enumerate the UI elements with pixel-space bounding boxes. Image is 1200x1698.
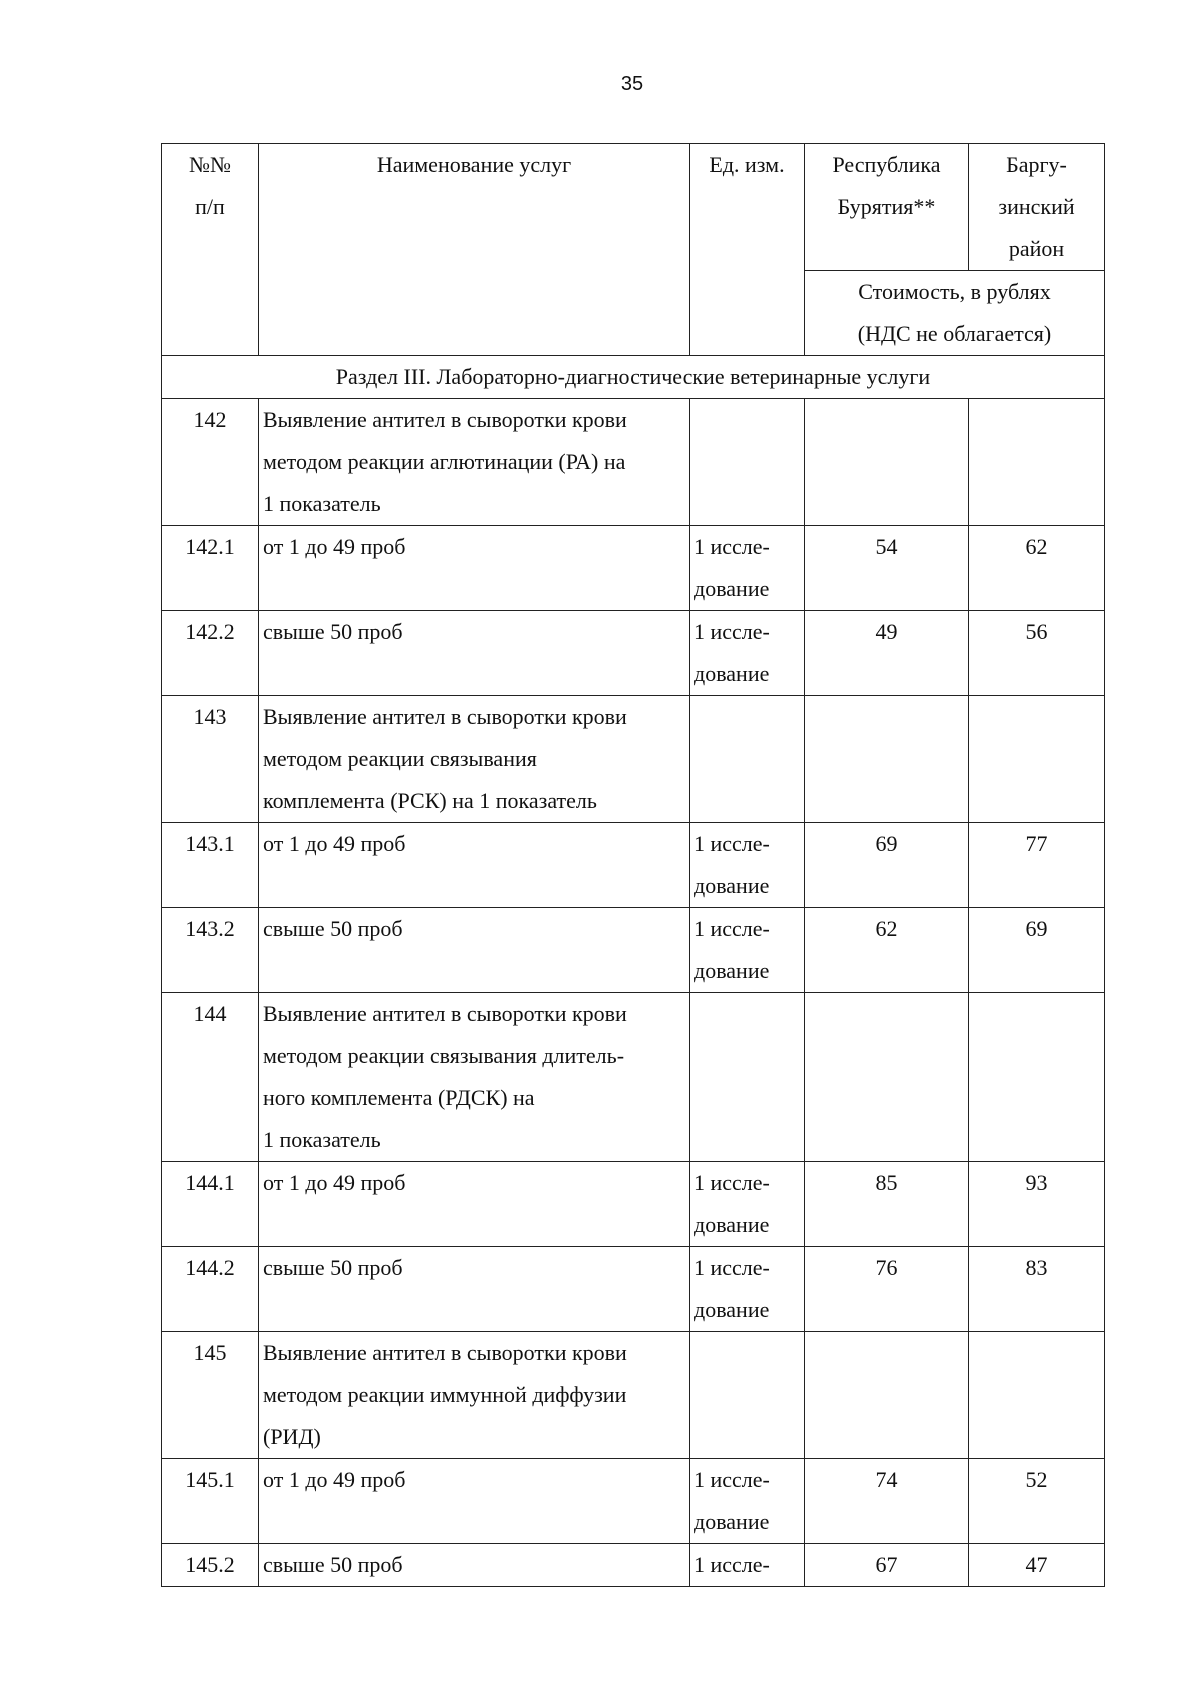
row-number: 145: [162, 1332, 259, 1459]
row-number: 143.2: [162, 908, 259, 993]
row-unit: [690, 1332, 805, 1459]
row-unit: 1 иссле- дование: [690, 823, 805, 908]
row-price-republic: 74: [805, 1459, 969, 1544]
row-unit: 1 иссле- дование: [690, 611, 805, 696]
row-price-district: 69: [969, 908, 1105, 993]
row-unit: 1 иссле- дование: [690, 1459, 805, 1544]
table-row: [162, 993, 1105, 1162]
table-row: [162, 611, 1105, 696]
header-number: №№ п/п: [162, 144, 259, 356]
row-price-republic: 49: [805, 611, 969, 696]
header-service-name: Наименование услуг: [259, 144, 690, 356]
table-row: [162, 908, 1105, 993]
row-unit: [690, 696, 805, 823]
row-price-republic: 62: [805, 908, 969, 993]
row-service-name: Выявление антител в сыворотки крови методом реакции аглютинации (РА) на 1 показатель: [259, 399, 690, 526]
row-service-name: от 1 до 49 проб: [259, 1162, 690, 1247]
row-service-name: Выявление антител в сыворотки крови методом реакции связывания комплемента (РСК) на 1 показатель: [259, 696, 690, 823]
row-service-name: Выявление антител в сыворотки крови методом реакции иммунной диффузии (РИД): [259, 1332, 690, 1459]
header-unit: Ед. изм.: [690, 144, 805, 356]
row-price-republic: [805, 993, 969, 1162]
page-number: 35: [620, 73, 644, 95]
row-service-name: от 1 до 49 проб: [259, 526, 690, 611]
row-unit: 1 иссле- дование: [690, 1247, 805, 1332]
table-row: [162, 1544, 1105, 1587]
row-service-name: от 1 до 49 проб: [259, 823, 690, 908]
table-header: [162, 144, 1105, 356]
row-number: 142.1: [162, 526, 259, 611]
row-number: 145.2: [162, 1544, 259, 1587]
header-republic-buryatia: Республика Бурятия**: [805, 144, 969, 271]
row-unit: [690, 993, 805, 1162]
row-price-district: 93: [969, 1162, 1105, 1247]
row-number: 144: [162, 993, 259, 1162]
row-number: 143.1: [162, 823, 259, 908]
row-number: 142: [162, 399, 259, 526]
row-service-name: Выявление антител в сыворотки крови методом реакции связывания длитель- ного комплемента (РДСК) на 1 показатель: [259, 993, 690, 1162]
row-price-republic: 69: [805, 823, 969, 908]
row-price-district: 47: [969, 1544, 1105, 1587]
row-number: 145.1: [162, 1459, 259, 1544]
table-row: [162, 1247, 1105, 1332]
row-price-district: 83: [969, 1247, 1105, 1332]
row-number: 143: [162, 696, 259, 823]
row-unit: [690, 399, 805, 526]
row-service-name: свыше 50 проб: [259, 908, 690, 993]
table-row: [162, 526, 1105, 611]
row-price-district: 77: [969, 823, 1105, 908]
table-row: [162, 823, 1105, 908]
table-row: [162, 1162, 1105, 1247]
row-price-district: [969, 696, 1105, 823]
row-unit: 1 иссле- дование: [690, 908, 805, 993]
table-body: [162, 356, 1105, 1587]
section-title: Раздел III. Лабораторно-диагностические ветеринарные услуги: [162, 356, 1105, 399]
header-barguzin-district: Баргу- зинский район: [969, 144, 1105, 271]
price-table: [161, 143, 1105, 1587]
row-price-republic: 85: [805, 1162, 969, 1247]
row-number: 144.1: [162, 1162, 259, 1247]
row-number: 142.2: [162, 611, 259, 696]
row-price-district: 52: [969, 1459, 1105, 1544]
row-price-district: 56: [969, 611, 1105, 696]
row-service-name: свыше 50 проб: [259, 1247, 690, 1332]
row-price-republic: [805, 696, 969, 823]
row-price-republic: 67: [805, 1544, 969, 1587]
row-price-republic: 54: [805, 526, 969, 611]
row-price-district: 62: [969, 526, 1105, 611]
row-unit: 1 иссле- дование: [690, 526, 805, 611]
row-price-district: [969, 1332, 1105, 1459]
row-number: 144.2: [162, 1247, 259, 1332]
row-service-name: свыше 50 проб: [259, 1544, 690, 1587]
table-row: [162, 1459, 1105, 1544]
row-price-republic: [805, 1332, 969, 1459]
row-price-republic: [805, 399, 969, 526]
row-price-district: [969, 399, 1105, 526]
row-service-name: свыше 50 проб: [259, 611, 690, 696]
table-row: [162, 696, 1105, 823]
row-service-name: от 1 до 49 проб: [259, 1459, 690, 1544]
row-unit: 1 иссле-: [690, 1544, 805, 1587]
row-price-district: [969, 993, 1105, 1162]
row-unit: 1 иссле- дование: [690, 1162, 805, 1247]
table-row: [162, 1332, 1105, 1459]
header-cost: Стоимость, в рублях (НДС не облагается): [805, 271, 1105, 356]
table-row: [162, 399, 1105, 526]
row-price-republic: 76: [805, 1247, 969, 1332]
